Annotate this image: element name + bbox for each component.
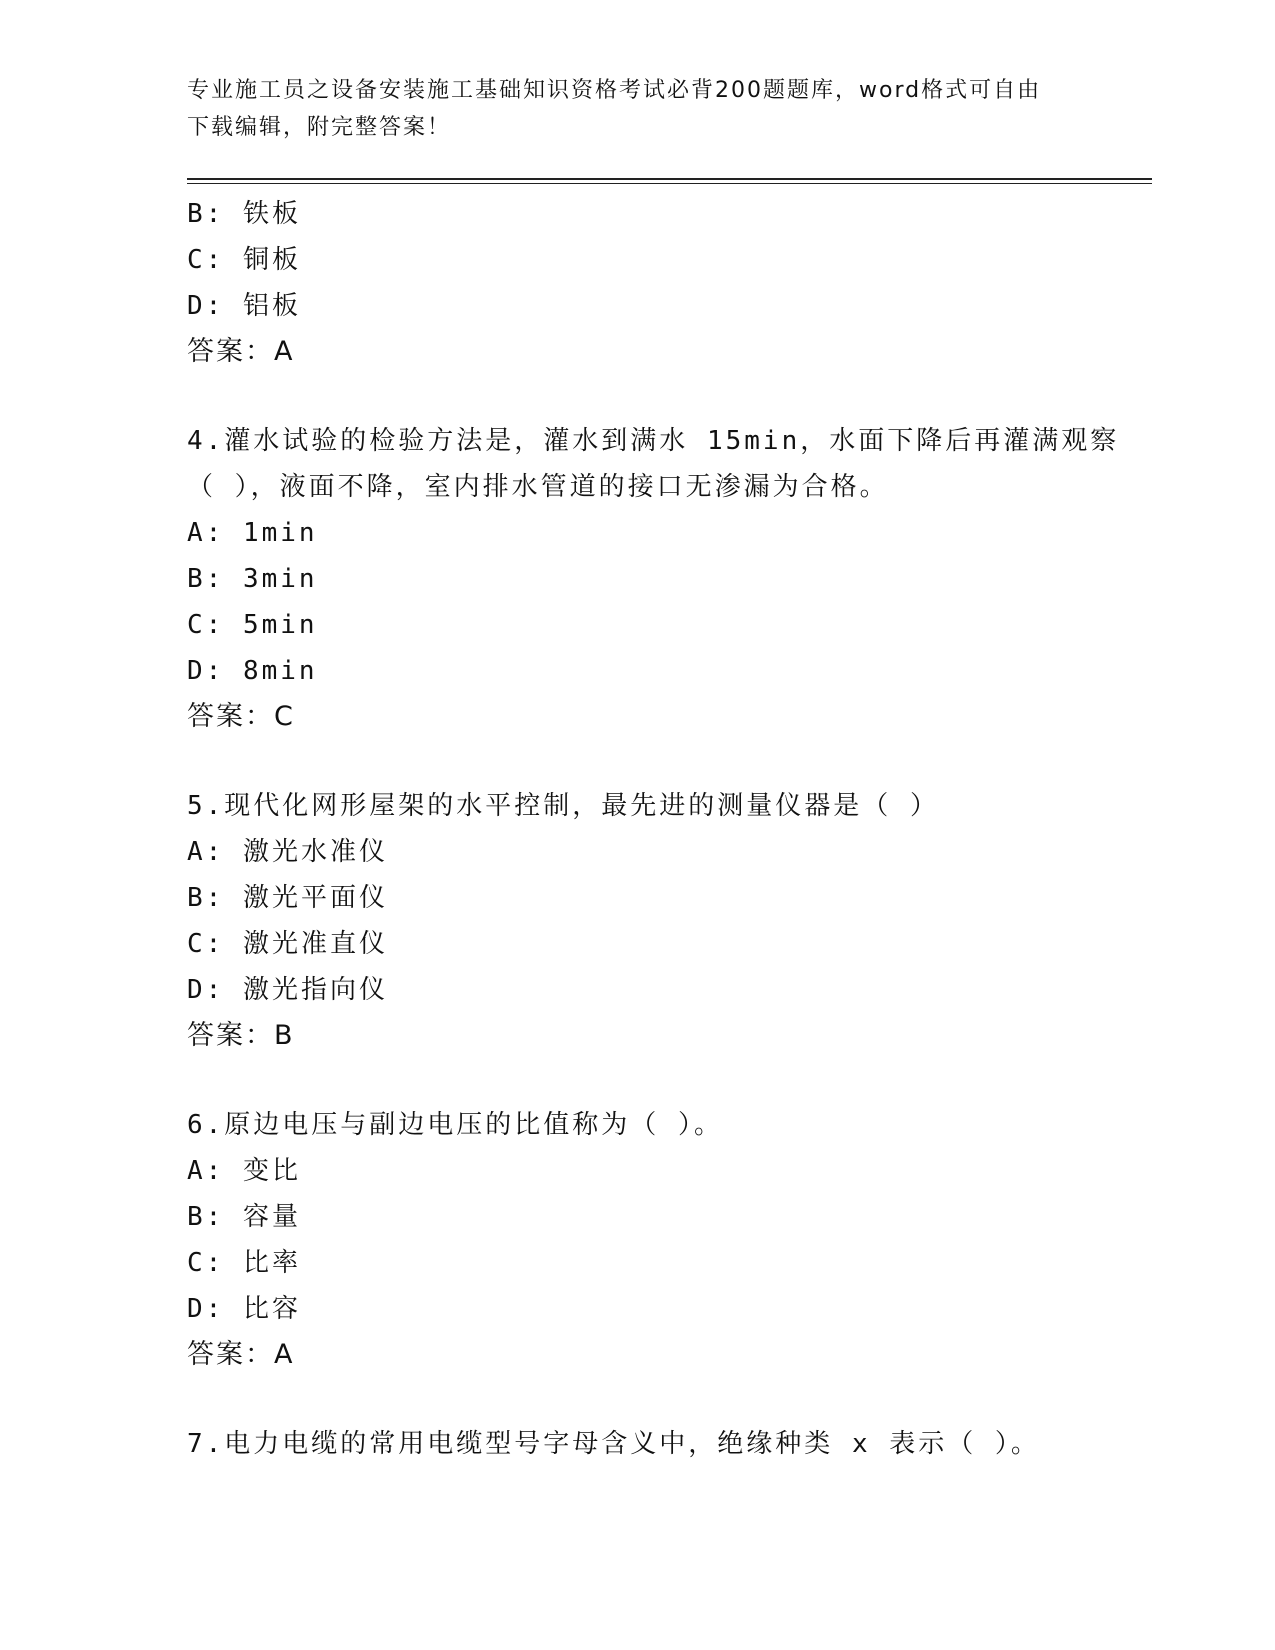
option-c: C: 铜板 bbox=[187, 245, 301, 275]
option-b: B: 铁板 bbox=[187, 199, 301, 229]
option-c: C: 5min bbox=[187, 610, 318, 640]
option-a: A: 变比 bbox=[187, 1156, 301, 1186]
question-text-line-1: 5.现代化网形屋架的水平控制，最先进的测量仪器是（ ） bbox=[187, 791, 939, 821]
answer-line: 答案：C bbox=[187, 701, 295, 732]
document-header bbox=[187, 72, 1087, 146]
question-text-line-2: （ ），液面不降，室内排水管道的接口无渗漏为合格。 bbox=[187, 472, 889, 502]
option-c: C: 比率 bbox=[187, 1248, 301, 1278]
answer-line: 答案：A bbox=[187, 1339, 295, 1370]
header-divider-thin bbox=[187, 183, 1152, 184]
answer-line: 答案：A bbox=[187, 336, 295, 367]
answer-line: 答案：B bbox=[187, 1020, 295, 1051]
header-title-line-1: 专业施工员之设备安装施工基础知识资格考试必背200题题库，word格式可自由 bbox=[187, 78, 1042, 103]
question-7 bbox=[187, 1421, 1137, 1467]
question-text-line-1: 4.灌水试验的检验方法是，灌水到满水 15min，水面下降后再灌满观察 bbox=[187, 426, 1120, 456]
option-b: B: 激光平面仪 bbox=[187, 883, 388, 913]
question-text-line-1: 6.原边电压与副边电压的比值称为（ ）。 bbox=[187, 1110, 723, 1140]
option-c: C: 激光准直仪 bbox=[187, 929, 388, 959]
option-d: D: 比容 bbox=[187, 1294, 301, 1324]
header-title-line-2: 下载编辑，附完整答案！ bbox=[187, 115, 452, 140]
question-4 bbox=[187, 418, 1137, 740]
option-d: D: 铝板 bbox=[187, 291, 301, 321]
question-5 bbox=[187, 783, 1137, 1059]
question-3-continued bbox=[187, 191, 1137, 375]
option-a: A: 激光水准仪 bbox=[187, 837, 388, 867]
question-6 bbox=[187, 1102, 1137, 1378]
question-text-line-1: 7.电力电缆的常用电缆型号字母含义中，绝缘种类 x 表示（ ）。 bbox=[187, 1429, 1040, 1459]
option-a: A: 1min bbox=[187, 518, 318, 548]
question-list bbox=[187, 191, 1137, 1467]
option-b: B: 容量 bbox=[187, 1202, 301, 1232]
header-divider-thick bbox=[187, 178, 1152, 180]
option-b: B: 3min bbox=[187, 564, 318, 594]
option-d: D: 8min bbox=[187, 656, 318, 686]
option-d: D: 激光指向仪 bbox=[187, 975, 388, 1005]
